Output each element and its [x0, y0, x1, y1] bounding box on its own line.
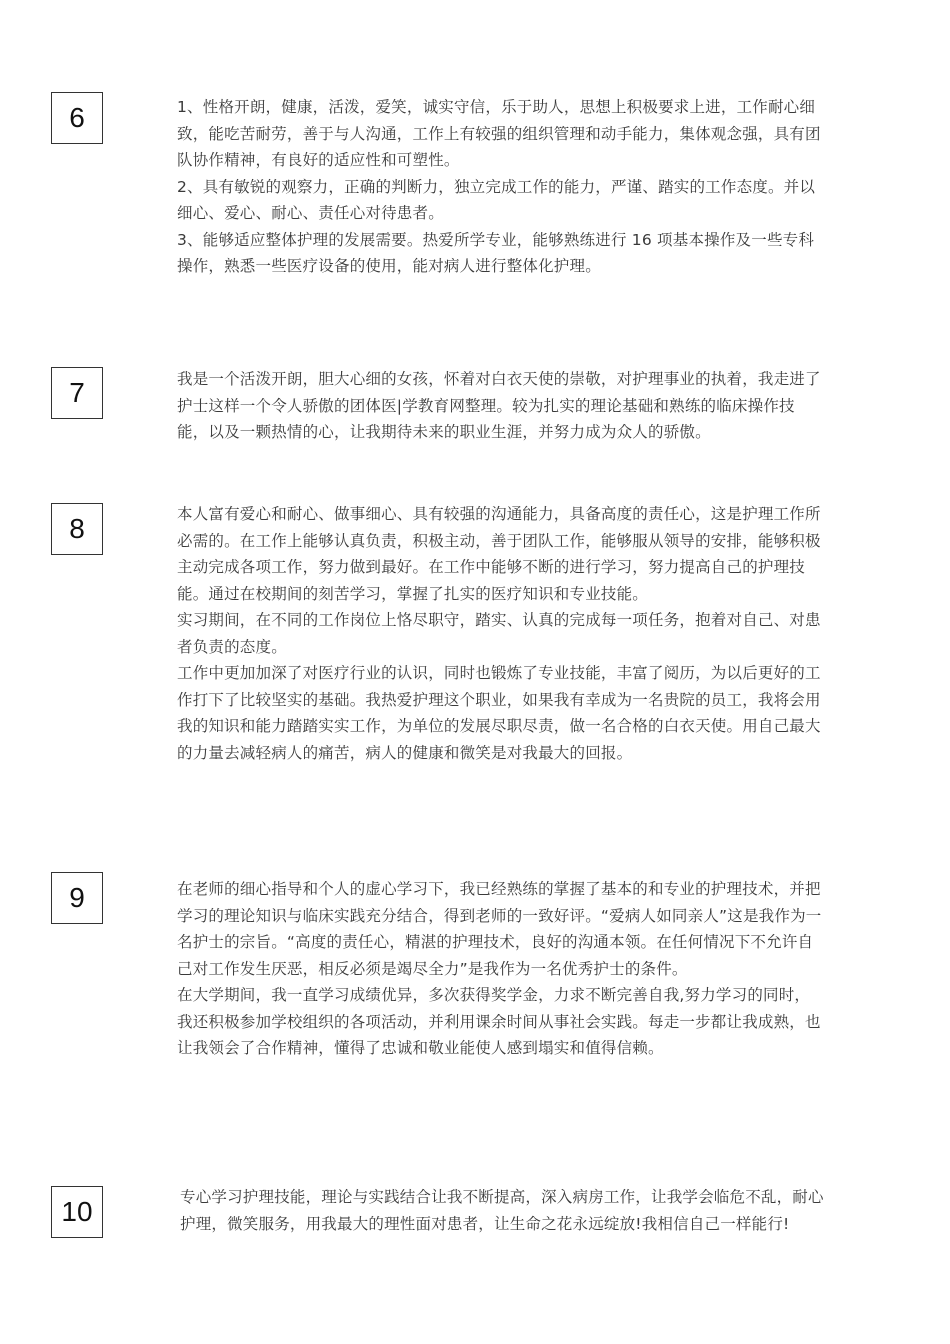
entry-text: [177, 94, 822, 280]
entry-number-box: [51, 503, 103, 555]
entry-number-box: [51, 872, 103, 924]
paragraph: 3、能够适应整体护理的发展需要。热爱所学专业，能够熟练进行 16 项基本操作及一些专科操作，熟悉一些医疗设备的使用，能对病人进行整体化护理。: [177, 230, 815, 275]
entry-number-box: [51, 1186, 103, 1238]
entry-number: 9: [69, 882, 85, 913]
entry-number: 7: [69, 377, 85, 408]
entry-number: 10: [61, 1196, 93, 1227]
entry-number: 8: [69, 513, 85, 544]
paragraph: 在老师的细心指导和个人的虚心学习下，我已经熟练的掌握了基本的和专业的护理技术，并把学习的理论知识与临床实践充分结合，得到老师的一致好评。“爱病人如同亲人”这是我作为一名护士的宗旨。“高度的责任心，精湛的护理技术，良好的沟通本领。在任何情况下不允许自己对工作发生厌恶，相反必须是竭尽全力”是我作为一名优秀护士的条件。: [177, 880, 822, 978]
paragraph: 专心学习护理技能，理论与实践结合让我不断提高，深入病房工作，让我学会临危不乱，耐心护理，微笑服务，用我最大的理性面对患者，让生命之花永远绽放!我相信自己一样能行!: [180, 1188, 824, 1233]
entry-number-box: [51, 367, 103, 419]
entry-text: [177, 366, 822, 446]
entry-number-box: [51, 92, 103, 144]
paragraph: 本人富有爱心和耐心、做事细心、具有较强的沟通能力，具备高度的责任心，这是护理工作所必需的。在工作上能够认真负责，积极主动，善于团队工作，能够服从领导的安排，能够积极主动完成各项工作，努力做到最好。在工作中能够不断的进行学习，努力提高自己的护理技能。通过在校期间的刻苦学习，掌握了扎实的医疗知识和专业技能。: [177, 505, 821, 603]
paragraph: 2、具有敏锐的观察力，正确的判断力，独立完成工作的能力，严谨、踏实的工作态度。并以细心、爱心、耐心、责任心对待患者。: [177, 177, 816, 222]
paragraph: 我是一个活泼开朗，胆大心细的女孩，怀着对白衣天使的崇敬，对护理事业的执着，我走进了护士这样一个令人骄傲的团体医|学教育网整理。较为扎实的理论基础和熟练的临床操作技能，以及一颗热情的心，让我期待未来的职业生涯，并努力成为众人的骄傲。: [177, 370, 821, 441]
paragraph: 工作中更加加深了对医疗行业的认识，同时也锻炼了专业技能，丰富了阅历，为以后更好的工作打下了比较坚实的基础。我热爱护理这个职业，如果我有幸成为一名贵院的员工，我将会用我的知识和能力踏踏实实工作，为单位的发展尽职尽责，做一名合格的白衣天使。用自己最大的力量去减轻病人的痛苦，病人的健康和微笑是对我最大的回报。: [177, 664, 821, 762]
paragraph: 1、性格开朗，健康，活泼，爱笑，诚实守信，乐于助人，思想上积极要求上进，工作耐心细致，能吃苦耐劳，善于与人沟通，工作上有较强的组织管理和动手能力，集体观念强，具有团队协作精神，有良好的适应性和可塑性。: [177, 98, 821, 169]
paragraph: 在大学期间，我一直学习成绩优异，多次获得奖学金，力求不断完善自我,努力学习的同时，我还积极参加学校组织的各项活动，并利用课余时间从事社会实践。每走一步都让我成熟，也让我领会了合作精神，懂得了忠诚和敬业能使人感到塌实和值得信赖。: [177, 986, 821, 1057]
entry-number: 6: [69, 102, 85, 133]
entry-text: [177, 876, 822, 1062]
paragraph: 实习期间，在不同的工作岗位上恪尽职守，踏实、认真的完成每一项任务，抱着对自己、对患者负责的态度。: [177, 611, 821, 656]
entry-text: [177, 501, 822, 766]
entry-text: [180, 1184, 825, 1237]
